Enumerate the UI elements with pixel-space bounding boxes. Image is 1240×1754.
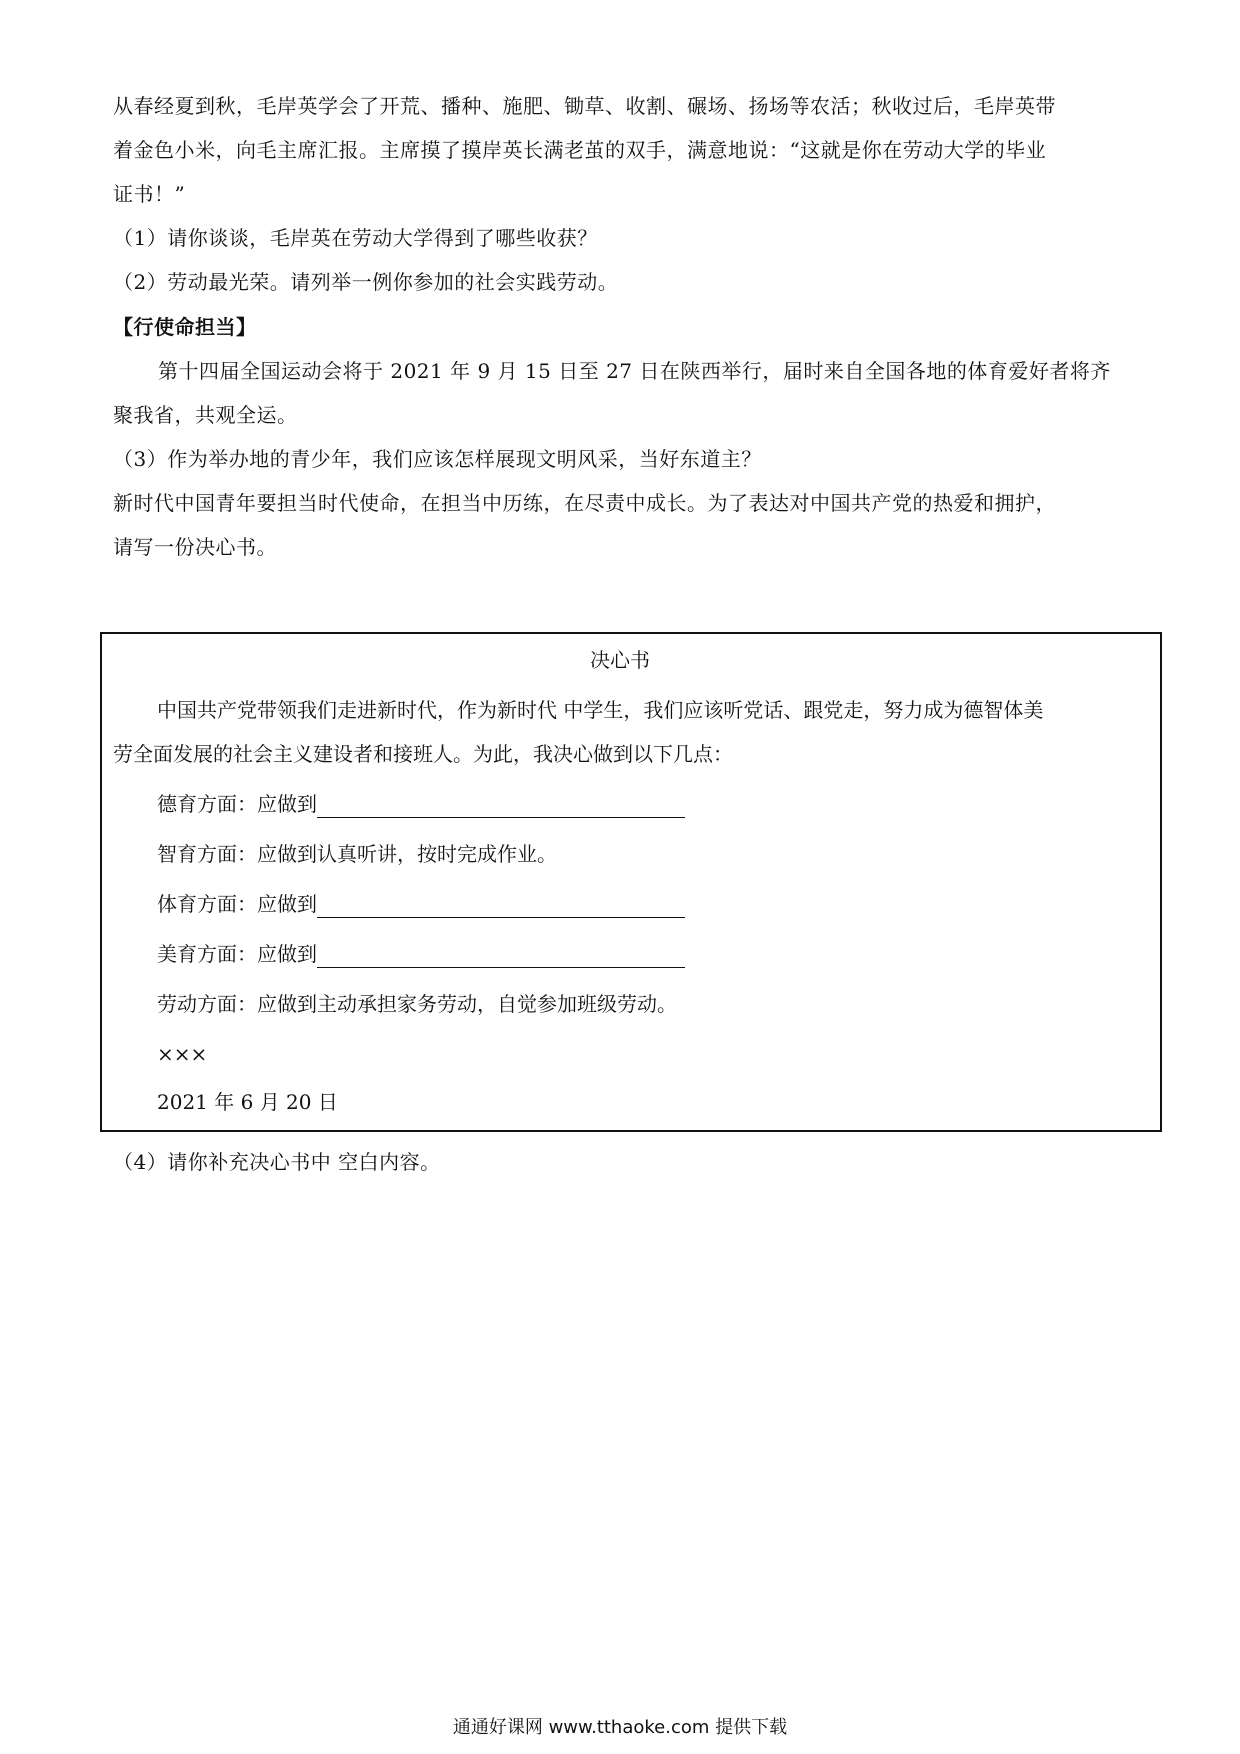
physical-education-item — [157, 890, 685, 918]
moral-education-blank[interactable] — [317, 795, 685, 818]
question-1: （1）请你谈谈，毛岸英在劳动大学得到了哪些收获？ — [113, 226, 598, 250]
footer-text: 通通好课网 www.tthaoke.com 提供下载 — [452, 1717, 788, 1738]
labor-education-item: 劳动方面：应做到主动承担家务劳动，自觉参加班级劳动。 — [157, 992, 677, 1016]
resolution-date: 2021 年 6 月 20 日 — [157, 1090, 338, 1114]
question-2: （2）劳动最光荣。请列举一例你参加的社会实践劳动。 — [113, 270, 619, 294]
resolution-para-line-1: 中国共产党带领我们走进新时代，作为新时代 中学生，我们应该听党话、跟党走，努力成为德智体美 — [157, 698, 1044, 722]
aesthetic-education-item — [157, 940, 685, 968]
resolution-title: 决心书 — [590, 648, 650, 672]
physical-education-label: 体育方面：应做到 — [157, 892, 317, 916]
moral-education-label: 德育方面：应做到 — [157, 792, 317, 816]
passage-line-1: 从春经夏到秋，毛岸英学会了开荒、播种、施肥、锄草、收割、碾场、扬场等农活；秋收过后，毛岸英带 — [113, 94, 1056, 118]
moral-education-item — [157, 790, 685, 818]
passage-line-2: 着金色小米，向毛主席汇报。主席摸了摸岸英长满老茧的双手，满意地说：“这就是你在劳动大学的毕业 — [113, 138, 1047, 162]
resolution-para-line-2: 劳全面发展的社会主义建设者和接班人。为此，我决心做到以下几点： — [113, 742, 733, 766]
question-3: （3）作为举办地的青少年，我们应该怎样展现文明风采，当好东道主？ — [113, 447, 762, 471]
intro-line-1: 新时代中国青年要担当时代使命，在担当中历练，在尽责中成长。为了表达对中国共产党的热爱和拥护， — [113, 491, 1056, 515]
intro-line-2: 请写一份决心书。 — [113, 535, 277, 559]
physical-education-blank[interactable] — [317, 895, 685, 918]
games-line-1: 第十四届全国运动会将于 2021 年 9 月 15 日至 27 日在陕西举行，届时来自全国各地的体育爱好者将齐 — [158, 359, 1111, 383]
aesthetic-education-label: 美育方面：应做到 — [157, 942, 317, 966]
section-heading: 【行使命担当】 — [113, 315, 257, 339]
games-line-2: 聚我省，共观全运。 — [113, 403, 298, 427]
passage-line-3: 证书！” — [113, 182, 186, 206]
signature: ××× — [157, 1042, 208, 1066]
aesthetic-education-blank[interactable] — [317, 945, 685, 968]
intellectual-education-item: 智育方面：应做到认真听讲，按时完成作业。 — [157, 842, 557, 866]
question-4: （4）请你补充决心书中 空白内容。 — [113, 1150, 441, 1174]
